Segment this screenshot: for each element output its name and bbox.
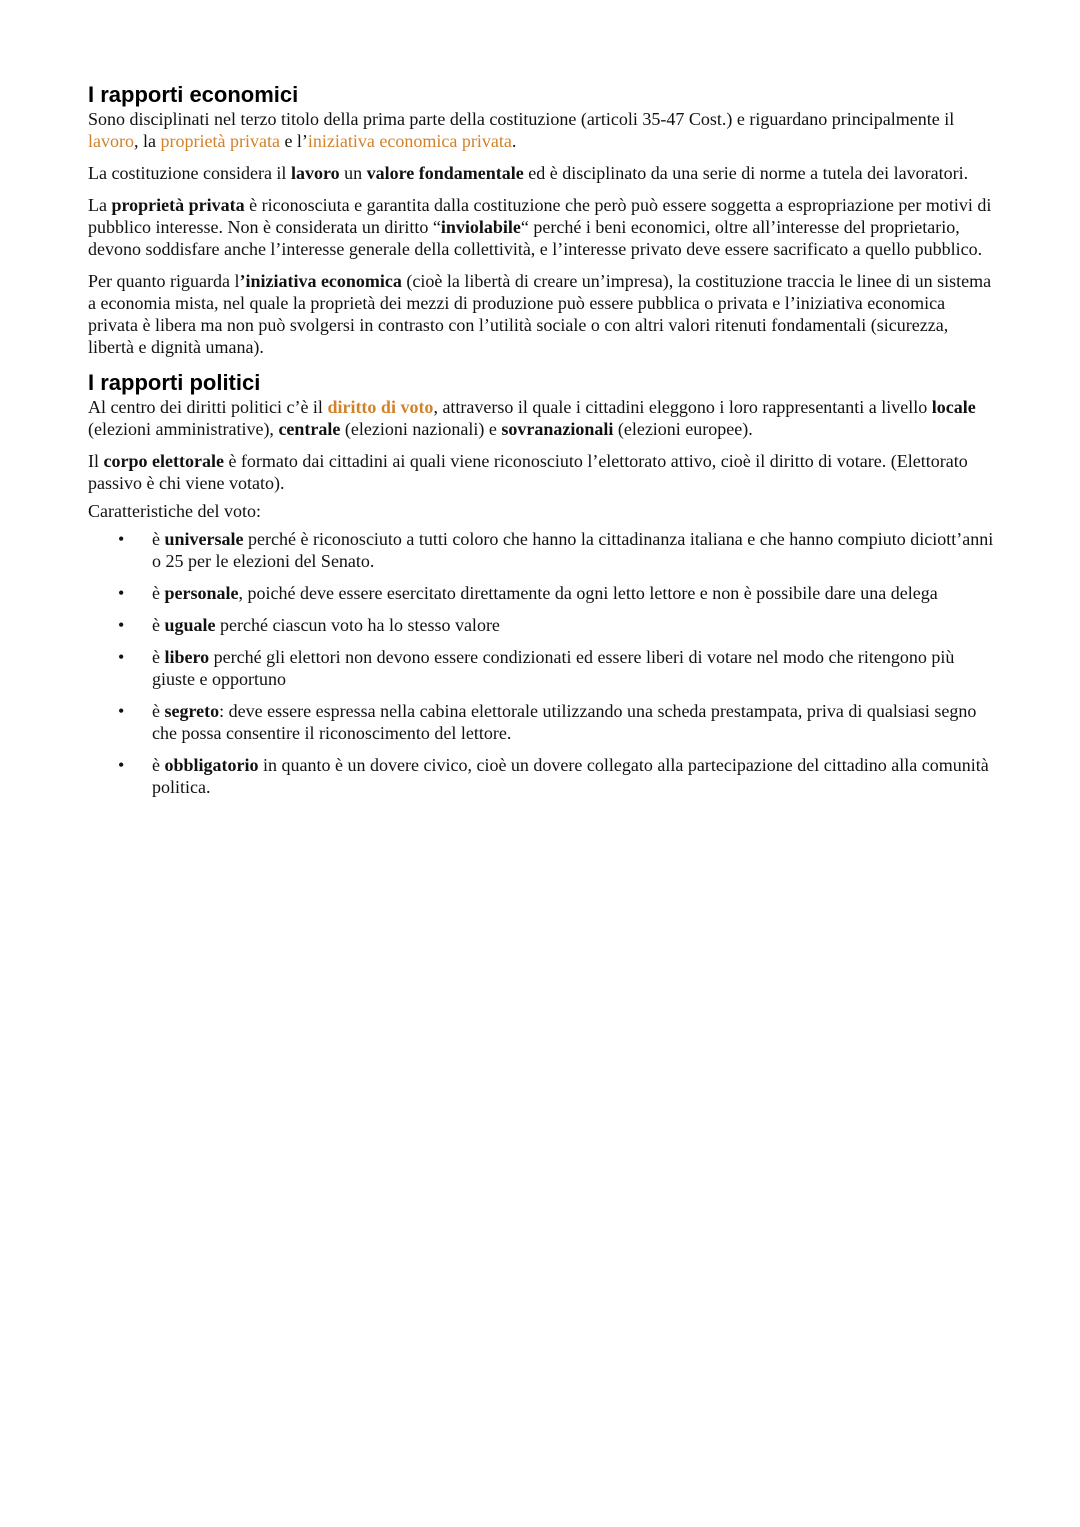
text: Sono disciplinati nel terzo titolo della prima parte della costituzione (articoli 35-47 Cost.) e riguardano principalmente il <box>88 109 955 129</box>
text: Al centro dei diritti politici c’è il <box>88 397 328 417</box>
bullet-list-voto <box>88 528 998 798</box>
text: è <box>152 701 165 721</box>
bullet-icon: • <box>118 615 125 635</box>
text: Il <box>88 451 104 471</box>
paragraph-caratteristiche: Caratteristiche del voto: <box>88 501 261 521</box>
bullet-icon: • <box>118 583 125 603</box>
text: ed è disciplinato da una serie di norme a tutela dei lavoratori. <box>523 163 969 183</box>
bold-term: corpo elettorale <box>103 451 224 471</box>
highlight-proprieta-privata: proprietà privata <box>160 131 280 151</box>
text: : deve essere espressa nella cabina elettorale utilizzando una scheda prestampata, priva di qualsiasi segno che possa consentire il riconoscimento del lettore. <box>152 701 977 743</box>
paragraph-lavoro <box>88 162 998 184</box>
highlight-iniziativa-economica: iniziativa economica privata <box>307 131 512 151</box>
bold-term: inviolabile <box>440 217 521 237</box>
text: (elezioni europee). <box>613 419 753 439</box>
bold-term: proprietà privata <box>111 195 245 215</box>
list-item <box>88 528 998 572</box>
list-item <box>88 700 998 744</box>
text: (elezioni nazionali) e <box>340 419 502 439</box>
bullet-icon: • <box>118 701 125 721</box>
list-item <box>88 614 998 636</box>
text: è <box>152 755 165 775</box>
text: è <box>152 583 165 603</box>
text: La costituzione considera il <box>88 163 291 183</box>
text: perché ciascun voto ha lo stesso valore <box>215 615 500 635</box>
text: è <box>152 647 165 667</box>
bold-term: ’iniziativa economica <box>239 271 402 291</box>
paragraph-iniziativa <box>88 270 998 358</box>
text: (elezioni amministrative), <box>88 419 279 439</box>
bullet-icon: • <box>118 529 125 549</box>
text: un <box>339 163 367 183</box>
paragraph-economic-intro <box>88 108 998 152</box>
bullet-icon: • <box>118 647 125 667</box>
text: La <box>88 195 112 215</box>
text: è riconosciuta e garantita dalla costituzione che però può essere soggetta a espropriazione per motivi di pubblico interesse. Non è considerata un diritto “ <box>88 195 992 237</box>
bold-term: universale <box>164 529 244 549</box>
text: è <box>152 615 165 635</box>
list-item <box>88 754 998 798</box>
text: perché gli elettori non devono essere condizionati ed essere liberi di votare nel modo che ritengono più giuste e opportuno <box>152 647 955 689</box>
text: , attraverso il quale i cittadini eleggono i loro rappresentanti a livello <box>433 397 932 417</box>
document-page <box>88 82 998 808</box>
text: Per quanto riguarda l <box>88 271 240 291</box>
bold-term: lavoro <box>290 163 340 183</box>
bold-term: uguale <box>164 615 216 635</box>
text: . <box>511 131 517 151</box>
bold-term: obbligatorio <box>164 755 259 775</box>
text: , la <box>133 131 161 151</box>
bold-term: centrale <box>278 419 341 439</box>
text: , poiché deve essere esercitato direttamente da ogni letto lettore e non è possibile dare una delega <box>238 583 938 603</box>
list-item <box>88 582 998 604</box>
text: perché è riconosciuto a tutti coloro che hanno la cittadinanza italiana e che hanno compiuto diciott’anni o 25 per le elezioni del Senato. <box>152 529 994 571</box>
text: “ perché i beni economici, oltre all’interesse del proprietario, devono soddisfare anche l’interesse generale della collettività, e l’interesse privato deve essere sacrificato a quello pubblico. <box>88 217 983 259</box>
bold-term: locale <box>931 397 976 417</box>
highlight-diritto-di-voto: diritto di voto <box>327 397 434 417</box>
bold-term: personale <box>164 583 239 603</box>
text: (cioè la libertà di creare un’impresa), la costituzione traccia le linee di un sistema a economia mista, nel quale la proprietà dei mezzi di produzione può essere pubblica o privata e l’iniziativa economica privata è libera ma non può svolgersi in contrasto con l’utilità sociale o con altri valori ritenuti fondamentali (sicurezza, libertà e dignità umana). <box>88 271 992 357</box>
section-title-political: I rapporti politici <box>88 370 261 395</box>
bold-term: libero <box>164 647 210 667</box>
bullet-icon: • <box>118 755 125 775</box>
text: in quanto è un dovere civico, cioè un dovere collegato alla partecipazione del cittadino alla comunità politica. <box>152 755 989 797</box>
paragraph-proprieta <box>88 194 998 260</box>
bold-term: segreto <box>164 701 220 721</box>
highlight-lavoro: lavoro <box>88 131 134 151</box>
text: è formato dai cittadini ai quali viene riconosciuto l’elettorato attivo, cioè il diritto di votare. (Elettorato passivo è chi viene votato). <box>88 451 968 493</box>
paragraph-corpo-elettorale <box>88 450 998 494</box>
text: è <box>152 529 165 549</box>
section-title-economic: I rapporti economici <box>88 82 299 107</box>
bold-term: sovranazionali <box>501 419 614 439</box>
list-item <box>88 646 998 690</box>
text: e l’ <box>279 131 308 151</box>
bold-term: valore fondamentale <box>366 163 524 183</box>
paragraph-diritto-voto <box>88 396 998 440</box>
